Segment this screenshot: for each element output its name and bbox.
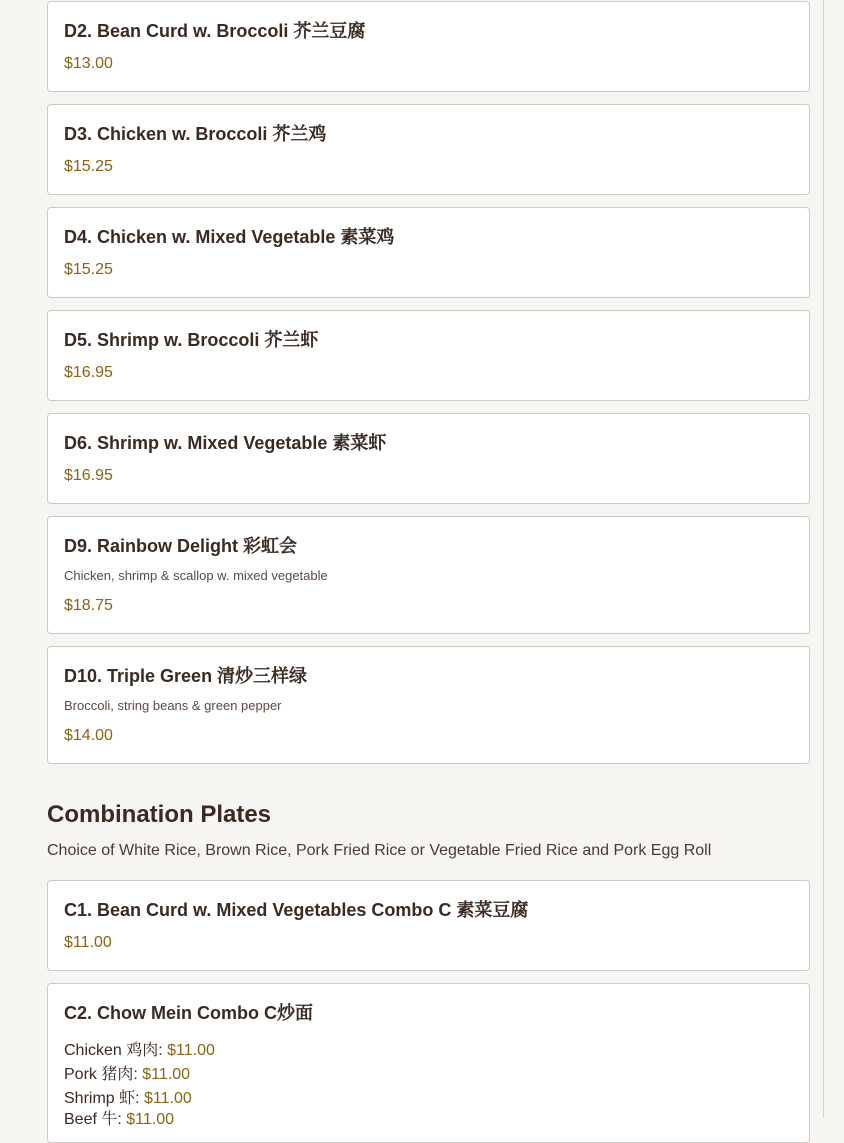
option-price: $11.00 [142,1066,190,1083]
option-pork[interactable] [64,1061,190,1084]
menu-item-name: D5. Shrimp w. Broccoli 芥兰虾 [64,330,319,350]
option-price: $11.00 [144,1090,192,1107]
menu-item-price: $13.00 [64,55,113,72]
menu-item-name: D9. Rainbow Delight 彩虹会 [64,536,298,556]
menu-item-name: C2. Chow Mein Combo C炒面 [64,1003,313,1023]
section-title: Combination Plates [47,801,272,828]
menu-item-d9[interactable] [47,516,810,634]
menu-item-price: $16.95 [64,364,113,381]
menu-item-name: C1. Bean Curd w. Mixed Vegetables Combo C 素菜豆腐 [64,900,529,920]
menu-item-price: $14.00 [64,727,113,744]
menu-item-d4[interactable] [47,207,810,298]
menu-item-description: Broccoli, string beans & green pepper [64,698,282,713]
menu-item-price: $16.95 [64,467,113,484]
menu-item-price: $11.00 [64,934,112,951]
menu-item-price: $15.25 [64,261,113,278]
section-subtitle: Choice of White Rice, Brown Rice, Pork Fried Rice or Vegetable Fried Rice and Pork Egg Roll [47,842,712,859]
menu-item-price: $18.75 [64,597,113,614]
menu-item-d2[interactable] [47,1,810,92]
option-chicken[interactable] [64,1037,215,1060]
option-price: $11.00 [126,1111,175,1128]
menu-item-name: D4. Chicken w. Mixed Vegetable 素菜鸡 [64,227,395,247]
option-label: Chicken 鸡肉: [64,1042,163,1059]
menu-item-d6[interactable] [47,413,810,504]
menu-item-c2[interactable] [47,983,810,1143]
menu-item-d3[interactable] [47,104,810,195]
menu-item-name: D3. Chicken w. Broccoli 芥兰鸡 [64,124,327,144]
menu-item-d5[interactable] [47,310,810,401]
menu-item-name: D10. Triple Green 清炒三样绿 [64,666,308,686]
menu-item-name: D6. Shrimp w. Mixed Vegetable 素菜虾 [64,433,387,453]
menu-item-description: Chicken, shrimp & scallop w. mixed vegetable [64,568,328,583]
option-label: Pork 猪肉: [64,1066,138,1083]
option-shrimp[interactable] [64,1085,192,1108]
menu-item-price: $15.25 [64,158,113,175]
menu-item-d10[interactable] [47,646,810,764]
menu-item-c1[interactable] [47,880,810,971]
option-label: Shrimp 虾: [64,1090,140,1107]
option-price: $11.00 [167,1042,215,1059]
option-label: Beef 牛: [64,1111,122,1128]
menu-item-name: D2. Bean Curd w. Broccoli 芥兰豆腐 [64,21,366,41]
